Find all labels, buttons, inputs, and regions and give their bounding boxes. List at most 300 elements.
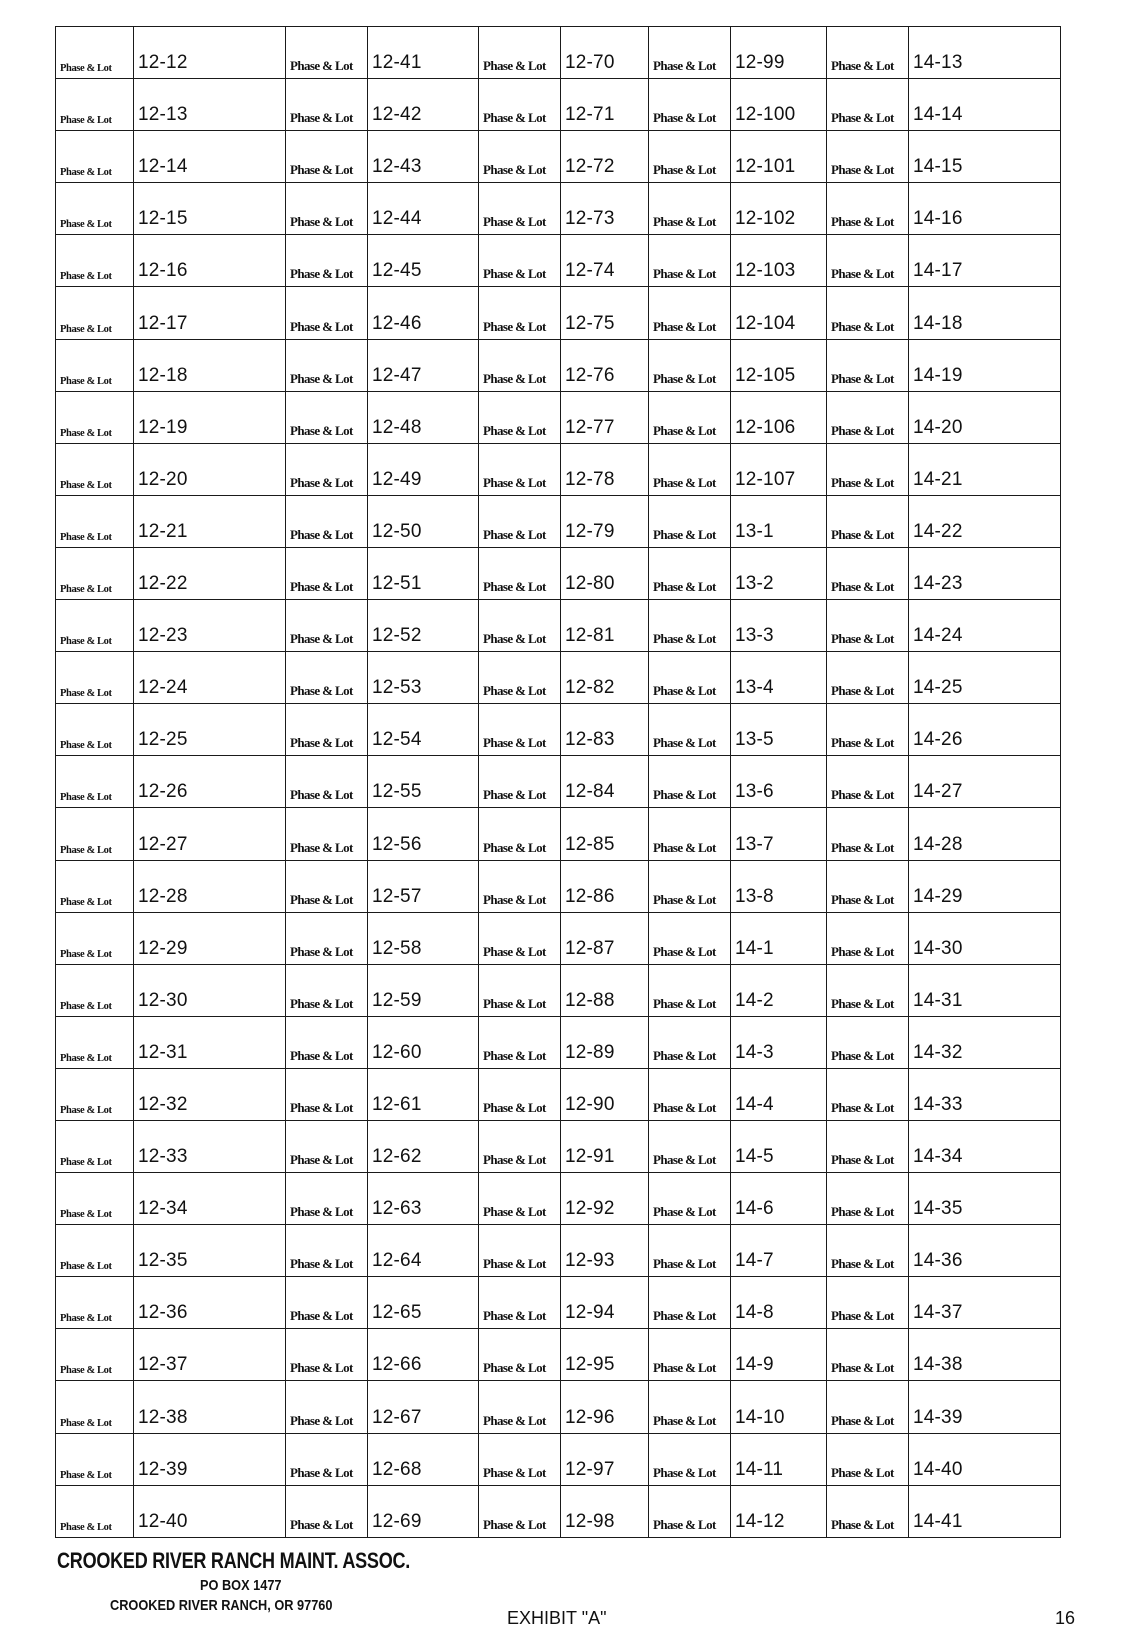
phase-lot-label: Phase & Lot (479, 1173, 561, 1225)
lot-number: 12-68 (368, 1433, 479, 1485)
lot-number: 12-29 (134, 912, 286, 964)
phase-lot-label: Phase & Lot (479, 27, 561, 79)
phase-lot-label: Phase & Lot (827, 1485, 909, 1537)
lot-number: 12-36 (134, 1277, 286, 1329)
lot-number: 14-32 (909, 1016, 1061, 1068)
phase-lot-label: Phase & Lot (649, 443, 731, 495)
lot-number: 12-15 (134, 183, 286, 235)
phase-lot-label: Phase & Lot (479, 1068, 561, 1120)
table-row (56, 1485, 1061, 1537)
lot-number: 14-39 (909, 1381, 1061, 1433)
table-row (56, 808, 1061, 860)
lot-number: 12-59 (368, 964, 479, 1016)
phase-lot-label: Phase & Lot (479, 1016, 561, 1068)
lot-number: 12-96 (561, 1381, 649, 1433)
lot-number: 14-22 (909, 495, 1061, 547)
phase-lot-label: Phase & Lot (479, 495, 561, 547)
lot-number: 13-4 (731, 652, 827, 704)
table-row (56, 131, 1061, 183)
lot-number: 14-8 (731, 1277, 827, 1329)
phase-lot-label: Phase & Lot (286, 183, 368, 235)
phase-lot-label: Phase & Lot (479, 964, 561, 1016)
lot-number: 12-74 (561, 235, 649, 287)
lot-table-body (56, 27, 1061, 1538)
table-row (56, 912, 1061, 964)
phase-lot-label: Phase & Lot (286, 912, 368, 964)
phase-lot-label: Phase & Lot (827, 27, 909, 79)
lot-number: 12-99 (731, 27, 827, 79)
table-row (56, 756, 1061, 808)
phase-lot-label: Phase & Lot (56, 808, 134, 860)
table-row (56, 287, 1061, 339)
table-row (56, 1068, 1061, 1120)
phase-lot-label: Phase & Lot (286, 495, 368, 547)
phase-lot-label: Phase & Lot (56, 756, 134, 808)
phase-lot-label: Phase & Lot (286, 391, 368, 443)
phase-lot-label: Phase & Lot (649, 964, 731, 1016)
lot-number: 14-40 (909, 1433, 1061, 1485)
phase-lot-label: Phase & Lot (827, 1173, 909, 1225)
lot-table (55, 26, 1061, 1538)
phase-lot-label: Phase & Lot (649, 756, 731, 808)
lot-number: 12-76 (561, 339, 649, 391)
phase-lot-label: Phase & Lot (649, 1381, 731, 1433)
phase-lot-label: Phase & Lot (479, 860, 561, 912)
table-row (56, 27, 1061, 79)
table-row (56, 1277, 1061, 1329)
lot-number: 12-49 (368, 443, 479, 495)
phase-lot-label: Phase & Lot (56, 547, 134, 599)
lot-number: 12-31 (134, 1016, 286, 1068)
phase-lot-label: Phase & Lot (827, 600, 909, 652)
lot-number: 12-70 (561, 27, 649, 79)
lot-number: 14-15 (909, 131, 1061, 183)
lot-number: 14-24 (909, 600, 1061, 652)
phase-lot-label: Phase & Lot (286, 756, 368, 808)
phase-lot-label: Phase & Lot (479, 808, 561, 860)
lot-number: 14-28 (909, 808, 1061, 860)
phase-lot-label: Phase & Lot (479, 1120, 561, 1172)
lot-number: 12-65 (368, 1277, 479, 1329)
lot-number: 12-26 (134, 756, 286, 808)
phase-lot-label: Phase & Lot (479, 1329, 561, 1381)
phase-lot-label: Phase & Lot (56, 1277, 134, 1329)
table-row (56, 1225, 1061, 1277)
lot-number: 12-35 (134, 1225, 286, 1277)
lot-number: 12-18 (134, 339, 286, 391)
phase-lot-label: Phase & Lot (479, 600, 561, 652)
phase-lot-label: Phase & Lot (286, 27, 368, 79)
phase-lot-label: Phase & Lot (286, 1433, 368, 1485)
phase-lot-label: Phase & Lot (827, 1016, 909, 1068)
lot-number: 14-30 (909, 912, 1061, 964)
phase-lot-label: Phase & Lot (649, 1433, 731, 1485)
lot-number: 14-21 (909, 443, 1061, 495)
table-row (56, 704, 1061, 756)
phase-lot-label: Phase & Lot (649, 235, 731, 287)
lot-number: 14-5 (731, 1120, 827, 1172)
lot-number: 14-6 (731, 1173, 827, 1225)
phase-lot-label: Phase & Lot (479, 652, 561, 704)
lot-number: 13-3 (731, 600, 827, 652)
lot-number: 12-50 (368, 495, 479, 547)
phase-lot-label: Phase & Lot (827, 652, 909, 704)
phase-lot-label: Phase & Lot (56, 1329, 134, 1381)
table-row (56, 1120, 1061, 1172)
lot-number: 12-57 (368, 860, 479, 912)
lot-number: 12-98 (561, 1485, 649, 1537)
lot-number: 14-2 (731, 964, 827, 1016)
lot-number: 13-8 (731, 860, 827, 912)
phase-lot-label: Phase & Lot (649, 704, 731, 756)
lot-table-sheet (55, 26, 1060, 1538)
lot-number: 14-37 (909, 1277, 1061, 1329)
phase-lot-label: Phase & Lot (827, 391, 909, 443)
phase-lot-label: Phase & Lot (286, 443, 368, 495)
lot-number: 12-85 (561, 808, 649, 860)
lot-number: 12-104 (731, 287, 827, 339)
phase-lot-label: Phase & Lot (479, 1225, 561, 1277)
lot-number: 12-89 (561, 1016, 649, 1068)
lot-number: 14-18 (909, 287, 1061, 339)
lot-number: 12-23 (134, 600, 286, 652)
lot-number: 12-63 (368, 1173, 479, 1225)
lot-number: 12-100 (731, 79, 827, 131)
phase-lot-label: Phase & Lot (56, 1173, 134, 1225)
lot-number: 12-92 (561, 1173, 649, 1225)
lot-number: 12-38 (134, 1381, 286, 1433)
phase-lot-label: Phase & Lot (56, 339, 134, 391)
phase-lot-label: Phase & Lot (286, 79, 368, 131)
lot-number: 12-95 (561, 1329, 649, 1381)
phase-lot-label: Phase & Lot (286, 1120, 368, 1172)
phase-lot-label: Phase & Lot (56, 27, 134, 79)
phase-lot-label: Phase & Lot (649, 547, 731, 599)
exhibit-label: EXHIBIT "A" (507, 1608, 607, 1628)
lot-number: 12-48 (368, 391, 479, 443)
lot-number: 12-52 (368, 600, 479, 652)
lot-number: 13-5 (731, 704, 827, 756)
phase-lot-label: Phase & Lot (479, 1381, 561, 1433)
phase-lot-label: Phase & Lot (56, 131, 134, 183)
phase-lot-label: Phase & Lot (56, 235, 134, 287)
phase-lot-label: Phase & Lot (649, 860, 731, 912)
phase-lot-label: Phase & Lot (286, 1485, 368, 1537)
lot-number: 14-35 (909, 1173, 1061, 1225)
phase-lot-label: Phase & Lot (479, 287, 561, 339)
phase-lot-label: Phase & Lot (827, 1277, 909, 1329)
phase-lot-label: Phase & Lot (479, 1277, 561, 1329)
lot-number: 12-41 (368, 27, 479, 79)
table-row (56, 1329, 1061, 1381)
phase-lot-label: Phase & Lot (56, 600, 134, 652)
phase-lot-label: Phase & Lot (827, 1329, 909, 1381)
table-row (56, 860, 1061, 912)
lot-number: 12-21 (134, 495, 286, 547)
lot-number: 14-33 (909, 1068, 1061, 1120)
phase-lot-label: Phase & Lot (827, 704, 909, 756)
lot-number: 14-12 (731, 1485, 827, 1537)
table-row (56, 235, 1061, 287)
phase-lot-label: Phase & Lot (479, 235, 561, 287)
lot-number: 12-40 (134, 1485, 286, 1537)
table-row (56, 339, 1061, 391)
lot-number: 14-34 (909, 1120, 1061, 1172)
phase-lot-label: Phase & Lot (286, 1225, 368, 1277)
lot-number: 14-20 (909, 391, 1061, 443)
phase-lot-label: Phase & Lot (286, 131, 368, 183)
lot-number: 12-105 (731, 339, 827, 391)
lot-number: 12-66 (368, 1329, 479, 1381)
lot-number: 12-72 (561, 131, 649, 183)
table-row (56, 1016, 1061, 1068)
lot-number: 12-28 (134, 860, 286, 912)
lot-number: 12-51 (368, 547, 479, 599)
phase-lot-label: Phase & Lot (649, 495, 731, 547)
phase-lot-label: Phase & Lot (649, 339, 731, 391)
phase-lot-label: Phase & Lot (56, 1068, 134, 1120)
phase-lot-label: Phase & Lot (827, 495, 909, 547)
lot-number: 12-45 (368, 235, 479, 287)
phase-lot-label: Phase & Lot (827, 1068, 909, 1120)
phase-lot-label: Phase & Lot (649, 1329, 731, 1381)
phase-lot-label: Phase & Lot (827, 79, 909, 131)
lot-number: 12-27 (134, 808, 286, 860)
phase-lot-label: Phase & Lot (56, 79, 134, 131)
phase-lot-label: Phase & Lot (827, 1225, 909, 1277)
lot-number: 12-61 (368, 1068, 479, 1120)
lot-number: 12-94 (561, 1277, 649, 1329)
lot-number: 12-13 (134, 79, 286, 131)
phase-lot-label: Phase & Lot (649, 912, 731, 964)
lot-number: 12-34 (134, 1173, 286, 1225)
phase-lot-label: Phase & Lot (479, 183, 561, 235)
lot-number: 12-80 (561, 547, 649, 599)
phase-lot-label: Phase & Lot (479, 1485, 561, 1537)
lot-number: 12-78 (561, 443, 649, 495)
phase-lot-label: Phase & Lot (649, 1016, 731, 1068)
table-row (56, 964, 1061, 1016)
phase-lot-label: Phase & Lot (649, 600, 731, 652)
table-row (56, 183, 1061, 235)
lot-number: 12-69 (368, 1485, 479, 1537)
lot-number: 12-64 (368, 1225, 479, 1277)
lot-number: 13-1 (731, 495, 827, 547)
phase-lot-label: Phase & Lot (479, 339, 561, 391)
lot-number: 12-47 (368, 339, 479, 391)
table-row (56, 79, 1061, 131)
phase-lot-label: Phase & Lot (827, 287, 909, 339)
city-line: CROOKED RIVER RANCH, OR 97760 (110, 1597, 333, 1614)
phase-lot-label: Phase & Lot (56, 1433, 134, 1485)
phase-lot-label: Phase & Lot (479, 912, 561, 964)
phase-lot-label: Phase & Lot (479, 704, 561, 756)
lot-number: 12-102 (731, 183, 827, 235)
page-number: 16 (1055, 1608, 1076, 1628)
table-row (56, 495, 1061, 547)
phase-lot-label: Phase & Lot (286, 1329, 368, 1381)
phase-lot-label: Phase & Lot (286, 235, 368, 287)
phase-lot-label: Phase & Lot (56, 1225, 134, 1277)
phase-lot-label: Phase & Lot (56, 1381, 134, 1433)
lot-number: 14-13 (909, 27, 1061, 79)
phase-lot-label: Phase & Lot (649, 1277, 731, 1329)
phase-lot-label: Phase & Lot (649, 287, 731, 339)
table-row (56, 443, 1061, 495)
phase-lot-label: Phase & Lot (286, 600, 368, 652)
lot-number: 12-24 (134, 652, 286, 704)
lot-number: 12-88 (561, 964, 649, 1016)
phase-lot-label: Phase & Lot (827, 964, 909, 1016)
lot-number: 14-31 (909, 964, 1061, 1016)
table-row (56, 1433, 1061, 1485)
table-row (56, 652, 1061, 704)
phase-lot-label: Phase & Lot (479, 79, 561, 131)
lot-number: 14-1 (731, 912, 827, 964)
lot-number: 12-97 (561, 1433, 649, 1485)
phase-lot-label: Phase & Lot (827, 1433, 909, 1485)
lot-number: 12-60 (368, 1016, 479, 1068)
lot-number: 13-6 (731, 756, 827, 808)
lot-number: 12-93 (561, 1225, 649, 1277)
phase-lot-label: Phase & Lot (286, 339, 368, 391)
lot-number: 14-4 (731, 1068, 827, 1120)
lot-number: 12-32 (134, 1068, 286, 1120)
phase-lot-label: Phase & Lot (56, 1016, 134, 1068)
phase-lot-label: Phase & Lot (827, 756, 909, 808)
phase-lot-label: Phase & Lot (56, 183, 134, 235)
lot-number: 12-58 (368, 912, 479, 964)
lot-number: 12-90 (561, 1068, 649, 1120)
phase-lot-label: Phase & Lot (827, 808, 909, 860)
lot-number: 14-11 (731, 1433, 827, 1485)
lot-number: 12-91 (561, 1120, 649, 1172)
lot-number: 12-19 (134, 391, 286, 443)
table-row (56, 600, 1061, 652)
lot-number: 14-38 (909, 1329, 1061, 1381)
table-row (56, 547, 1061, 599)
table-row (56, 391, 1061, 443)
phase-lot-label: Phase & Lot (56, 391, 134, 443)
phase-lot-label: Phase & Lot (649, 1120, 731, 1172)
phase-lot-label: Phase & Lot (827, 183, 909, 235)
phase-lot-label: Phase & Lot (649, 1485, 731, 1537)
lot-number: 13-2 (731, 547, 827, 599)
lot-number: 14-3 (731, 1016, 827, 1068)
lot-number: 12-82 (561, 652, 649, 704)
table-row (56, 1381, 1061, 1433)
phase-lot-label: Phase & Lot (56, 964, 134, 1016)
phase-lot-label: Phase & Lot (286, 1381, 368, 1433)
lot-number: 12-75 (561, 287, 649, 339)
lot-number: 12-12 (134, 27, 286, 79)
lot-number: 12-42 (368, 79, 479, 131)
lot-number: 14-19 (909, 339, 1061, 391)
lot-number: 12-101 (731, 131, 827, 183)
phase-lot-label: Phase & Lot (286, 652, 368, 704)
lot-number: 12-106 (731, 391, 827, 443)
lot-number: 14-41 (909, 1485, 1061, 1537)
phase-lot-label: Phase & Lot (286, 964, 368, 1016)
phase-lot-label: Phase & Lot (56, 704, 134, 756)
lot-number: 12-83 (561, 704, 649, 756)
lot-number: 12-56 (368, 808, 479, 860)
phase-lot-label: Phase & Lot (56, 495, 134, 547)
lot-number: 12-54 (368, 704, 479, 756)
lot-number: 12-22 (134, 547, 286, 599)
lot-number: 14-17 (909, 235, 1061, 287)
lot-number: 12-84 (561, 756, 649, 808)
phase-lot-label: Phase & Lot (827, 860, 909, 912)
lot-number: 12-44 (368, 183, 479, 235)
lot-number: 14-25 (909, 652, 1061, 704)
phase-lot-label: Phase & Lot (286, 547, 368, 599)
lot-number: 12-16 (134, 235, 286, 287)
lot-number: 12-77 (561, 391, 649, 443)
phase-lot-label: Phase & Lot (827, 339, 909, 391)
phase-lot-label: Phase & Lot (286, 1277, 368, 1329)
phase-lot-label: Phase & Lot (56, 652, 134, 704)
lot-number: 12-86 (561, 860, 649, 912)
lot-number: 12-67 (368, 1381, 479, 1433)
lot-number: 12-81 (561, 600, 649, 652)
phase-lot-label: Phase & Lot (479, 391, 561, 443)
lot-number: 12-87 (561, 912, 649, 964)
po-box: PO BOX 1477 (200, 1577, 282, 1594)
phase-lot-label: Phase & Lot (649, 1225, 731, 1277)
phase-lot-label: Phase & Lot (649, 183, 731, 235)
phase-lot-label: Phase & Lot (827, 235, 909, 287)
lot-number: 12-71 (561, 79, 649, 131)
lot-number: 12-39 (134, 1433, 286, 1485)
phase-lot-label: Phase & Lot (479, 131, 561, 183)
phase-lot-label: Phase & Lot (649, 131, 731, 183)
phase-lot-label: Phase & Lot (827, 131, 909, 183)
lot-number: 13-7 (731, 808, 827, 860)
phase-lot-label: Phase & Lot (56, 1120, 134, 1172)
lot-number: 14-16 (909, 183, 1061, 235)
phase-lot-label: Phase & Lot (479, 547, 561, 599)
phase-lot-label: Phase & Lot (56, 1485, 134, 1537)
phase-lot-label: Phase & Lot (479, 443, 561, 495)
phase-lot-label: Phase & Lot (649, 79, 731, 131)
phase-lot-label: Phase & Lot (827, 912, 909, 964)
lot-number: 12-103 (731, 235, 827, 287)
lot-number: 12-79 (561, 495, 649, 547)
organization-name: CROOKED RIVER RANCH MAINT. ASSOC. (57, 1548, 411, 1573)
lot-number: 12-25 (134, 704, 286, 756)
phase-lot-label: Phase & Lot (286, 1173, 368, 1225)
phase-lot-label: Phase & Lot (56, 860, 134, 912)
lot-number: 14-36 (909, 1225, 1061, 1277)
lot-number: 12-46 (368, 287, 479, 339)
phase-lot-label: Phase & Lot (56, 912, 134, 964)
lot-number: 14-26 (909, 704, 1061, 756)
phase-lot-label: Phase & Lot (286, 1016, 368, 1068)
lot-number: 12-43 (368, 131, 479, 183)
lot-number: 12-20 (134, 443, 286, 495)
lot-number: 12-14 (134, 131, 286, 183)
phase-lot-label: Phase & Lot (649, 1173, 731, 1225)
lot-number: 14-29 (909, 860, 1061, 912)
phase-lot-label: Phase & Lot (286, 860, 368, 912)
lot-number: 12-53 (368, 652, 479, 704)
phase-lot-label: Phase & Lot (479, 1433, 561, 1485)
phase-lot-label: Phase & Lot (286, 704, 368, 756)
phase-lot-label: Phase & Lot (56, 287, 134, 339)
phase-lot-label: Phase & Lot (649, 1068, 731, 1120)
lot-number: 14-14 (909, 79, 1061, 131)
